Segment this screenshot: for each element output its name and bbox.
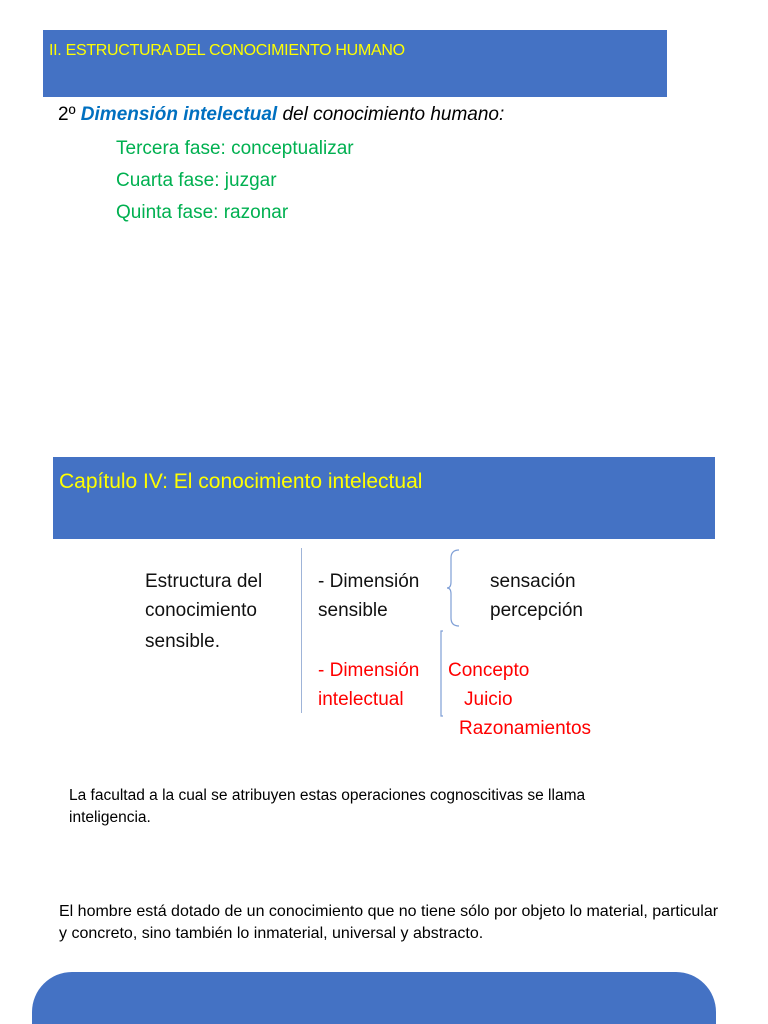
phase-item: Tercera fase: conceptualizar xyxy=(116,138,354,159)
intellectual-item-reasoning: Razonamientos xyxy=(459,718,592,739)
section-banner xyxy=(43,30,667,97)
next-slide-banner xyxy=(32,972,716,1024)
dimension-heading xyxy=(58,104,504,126)
intellectual-item-concept: Concepto xyxy=(448,660,530,681)
faculty-paragraph: La facultad a la cual se atribuyen estas operaciones cognoscitivas se llama inteligencia. xyxy=(69,787,586,826)
sensible-items: sensación percepción xyxy=(490,571,583,621)
dimension-number: 2º xyxy=(58,104,76,125)
brace-intellectual-icon xyxy=(437,630,447,718)
phase-item: Cuarta fase: juzgar xyxy=(116,170,277,191)
dimension-rest: del conocimiento humano: xyxy=(282,104,505,125)
chapter-title: Capítulo IV: El conocimiento intelectual xyxy=(59,470,423,493)
section-title: II. ESTRUCTURA DEL CONOCIMIENTO HUMANO xyxy=(49,42,405,59)
chapter-banner xyxy=(53,457,715,539)
brace-sensible-icon xyxy=(447,548,461,628)
phase-item: Quinta fase: razonar xyxy=(116,202,289,223)
dimension-highlight: Dimensión intelectual xyxy=(80,104,278,125)
divider-line xyxy=(301,548,302,713)
sensible-dimension: - Dimensión sensible xyxy=(318,571,420,621)
intellectual-item-judgment: Juicio xyxy=(464,689,513,710)
structure-label: Estructura del conocimiento sensible. xyxy=(145,571,263,652)
intellectual-dimension: - Dimensión intelectual xyxy=(318,660,420,710)
man-paragraph: El hombre está dotado de un conocimiento que no tiene sólo por objeto lo material, particular y concreto, sino también lo inmaterial, universal y abstracto. xyxy=(59,903,719,942)
